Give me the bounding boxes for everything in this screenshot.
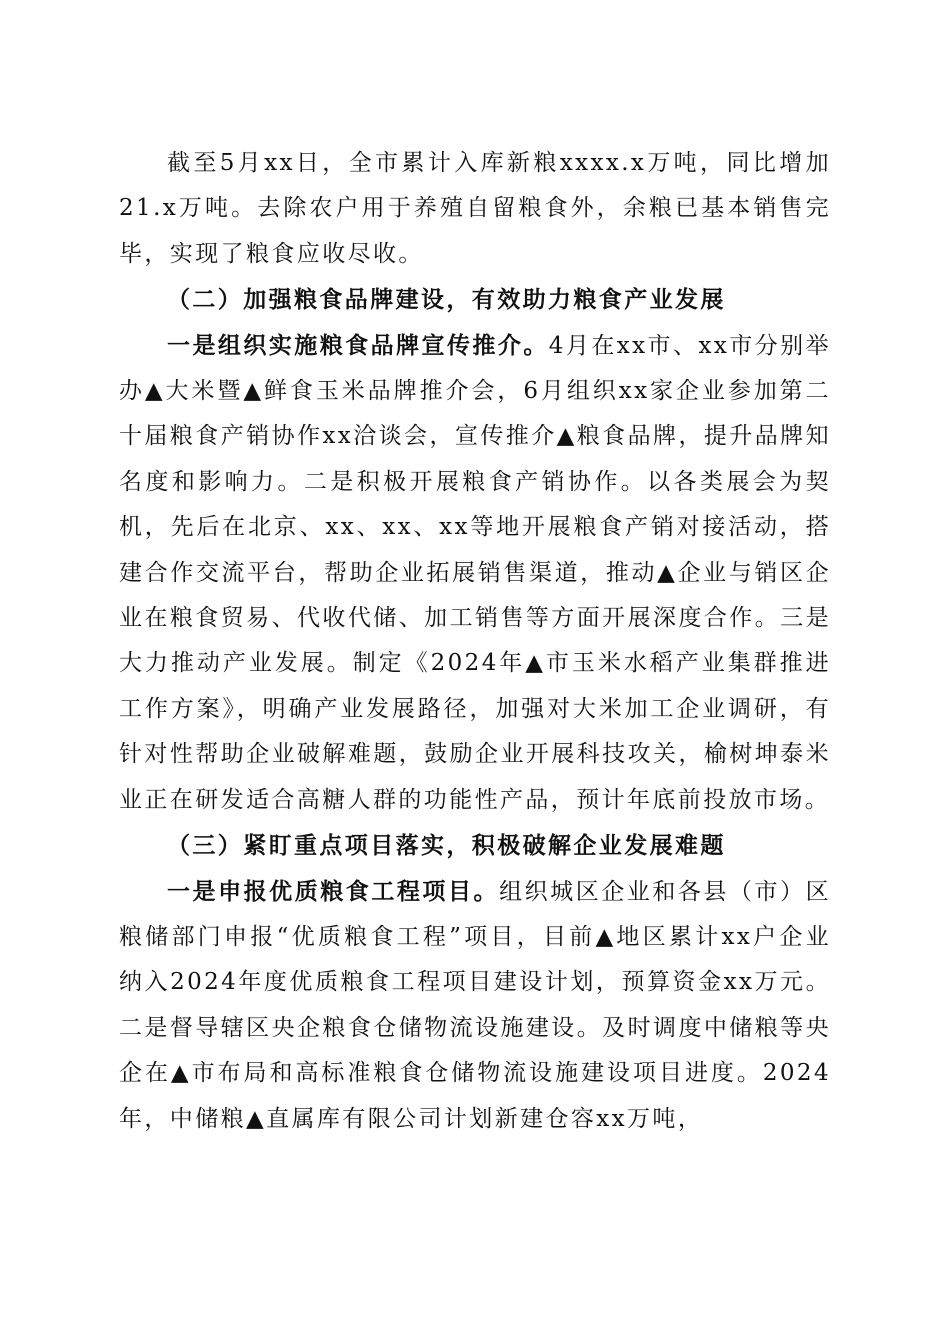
section-heading-key-projects: （三）紧盯重点项目落实，积极破解企业发展难题 <box>167 832 726 860</box>
paragraph-brand-promotion <box>119 323 831 823</box>
paragraph-lead: 一是申报优质粮食工程项目。 <box>167 877 500 905</box>
paragraph-lead: 一是组织实施粮食品牌宣传推介。 <box>167 331 549 359</box>
paragraph-quality-grain-project <box>119 869 831 1142</box>
section-heading-brand-building: （二）加强粮食品牌建设，有效助力粮食产业发展 <box>167 286 726 314</box>
paragraph-text: 组织城区企业和各县（市）区粮储部门申报“优质粮食工程”项目，目前▲地区累计xx户企业纳入2024年度优质粮食工程项目建设计划，预算资金xx万元。二是督导辖区央企粮食仓储物流设施建设。及时调度中储粮等央企在▲市布局和高标准粮食仓储物流设施建设项目进度。2024年，中储粮▲直属库有限公司计划新建仓容xx万吨， <box>119 878 832 1132</box>
paragraph-grain-storage-summary <box>119 140 831 277</box>
paragraph-text: 4月在xx市、xx市分别举办▲大米暨▲鲜食玉米品牌推介会，6月组织xx家企业参加第二十届粮食产销协作xx洽谈会，宣传推介▲粮食品牌，提升品牌知名度和影响力。二是积极开展粮食产销协作。以各类展会为契机，先后在北京、xx、xx、xx等地开展粮食产销对接活动，搭建合作交流平台，帮助企业拓展销售渠道，推动▲企业与销区企业在粮食贸易、代收代储、加工销售等方面开展深度合作。三是大力推动产业发展。制定《2024年▲市玉米水稻产业集群推进工作方案》，明确产业发展路径，加强对大米加工企业调研，有针对性帮助企业破解难题，鼓励企业开展科技攻关，榆树坤泰米业正在研发适合高糖人群的功能性产品，预计年底前投放市场。 <box>119 332 832 813</box>
paragraph-text: 截至5月xx日，全市累计入库新粮xxxx.x万吨，同比增加21.x万吨。去除农户用于养殖自留粮食外，余粮已基本销售完毕，实现了粮食应收尽收。 <box>119 150 831 267</box>
document-body <box>119 140 831 1142</box>
